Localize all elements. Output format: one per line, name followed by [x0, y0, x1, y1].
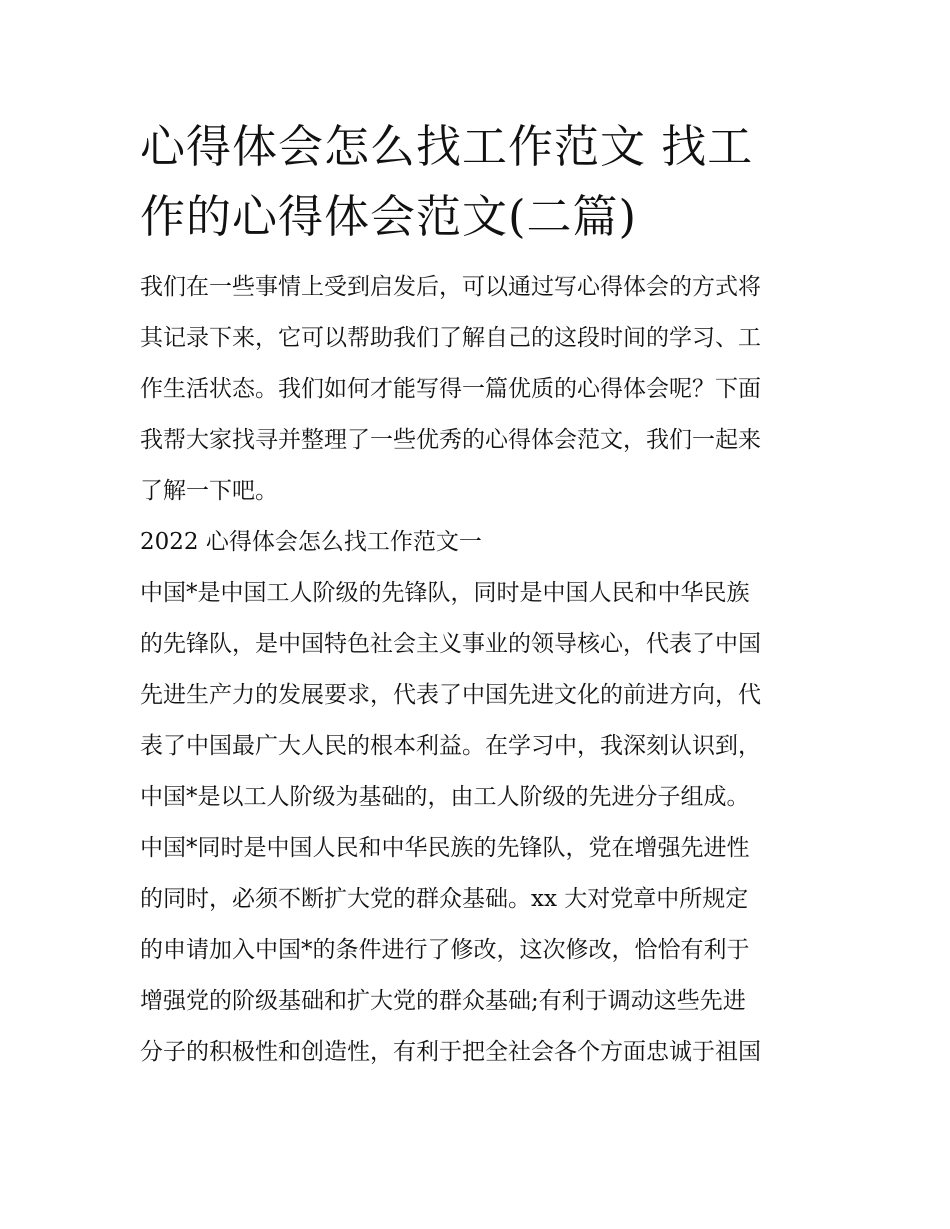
text-line: 中国*是中国工人阶级的先锋队，同时是中国人民和中华民族: [140, 580, 750, 606]
text-line: 我帮大家找寻并整理了一些优秀的心得体会范文，我们一起来: [140, 427, 761, 453]
text-line: 表了中国最广大人民的根本利益。在学习中，我深刻认识到，: [140, 733, 761, 759]
title-line: 心得体会怎么找工作范文 找工: [140, 120, 754, 173]
text-line: 的先锋队，是中国特色社会主义事业的领导核心，代表了中国: [140, 631, 761, 657]
intro-paragraph: [140, 262, 820, 517]
text-line: 作生活状态。我们如何才能写得一篇优质的心得体会呢？下面: [140, 376, 761, 402]
text-line: 其记录下来，它可以帮助我们了解自己的这段时间的学习、工: [140, 325, 761, 351]
text-line: 增强党的阶级基础和扩大党的群众基础;有利于调动这些先进: [140, 988, 746, 1014]
text-line: 先进生产力的发展要求，代表了中国先进文化的前进方向，代: [140, 682, 761, 708]
text-line: 分子的积极性和创造性，有利于把全社会各个方面忠诚于祖国: [140, 1039, 761, 1065]
text-line: 的申请加入中国*的条件进行了修改，这次修改，恰恰有利于: [140, 937, 750, 963]
document-content: [140, 112, 820, 1078]
document-title: [140, 112, 820, 252]
text-line: 中国*是以工人阶级为基础的，由工人阶级的先进分子组成。: [140, 784, 750, 810]
text-line: 了解一下吧。: [140, 478, 278, 504]
body-paragraph: [140, 568, 820, 1078]
text-line: 的同时，必须不断扩大党的群众基础。xx 大对党章中所规定: [140, 886, 749, 912]
section-heading: 2022 心得体会怎么找工作范文一: [140, 529, 482, 555]
text-line: 中国*同时是中国人民和中华民族的先锋队，党在增强先进性: [140, 835, 750, 861]
title-line: 作的心得体会范文(二篇): [140, 190, 638, 243]
text-line: 我们在一些事情上受到启发后，可以通过写心得体会的方式将: [140, 274, 761, 300]
